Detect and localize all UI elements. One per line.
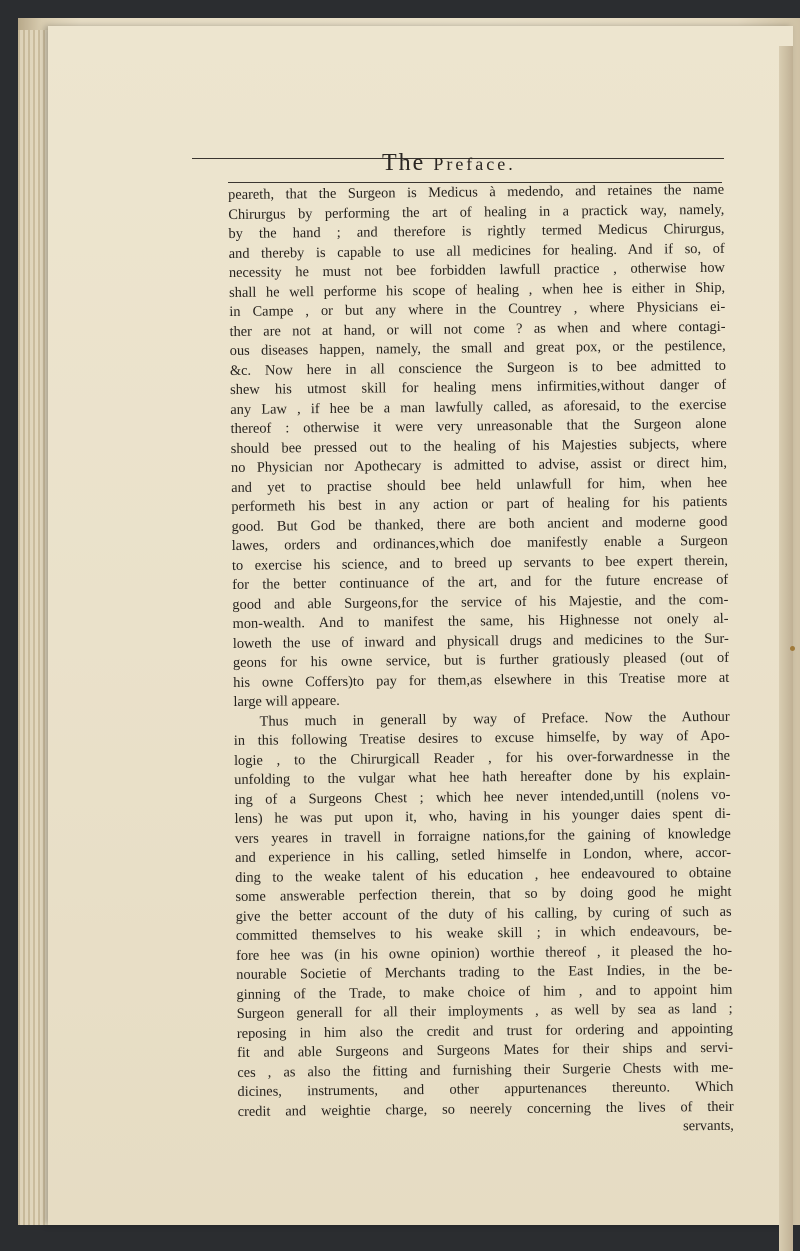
text-line: and experience in his calling, setled himselfe in London, where, accor-: [234, 844, 732, 866]
text-line: ginning of the Trade, to make choice of him , and to appoint him: [236, 981, 733, 1003]
text-line: logie , to the Chirurgicall Reader , for his over-forwardnesse in the: [233, 747, 731, 769]
text-line: fit and able Surgeons and Surgeons Mates for their ships and servi-: [236, 1039, 734, 1061]
text-line: ces , as also the fitting and furnishing their Surgerie Chests with me-: [237, 1059, 734, 1081]
text-line: any Law , if hee be a man lawfully called, as aforesaid, to the exercise: [230, 396, 727, 418]
margin-mark: [790, 646, 795, 651]
text-line: good. But God be thanked, there are both ancient and moderne good: [231, 513, 728, 535]
text-line: to exercise his science, and to breed up servants to bee expert therein,: [231, 552, 729, 574]
text-line: committed themselves to his weake skill ; in which endeavours, be-: [235, 922, 732, 944]
text-line: peareth, that the Surgeon is Medicus à medendo, and retaines the name: [228, 181, 725, 203]
text-line: &c. Now here in all conscience the Surgeon is to bee admitted to: [229, 357, 726, 379]
text-line: servants,: [683, 1117, 734, 1135]
text-line: nourable Societie of Merchants trading to the East Indies, in the be-: [236, 961, 733, 983]
running-head-first: The: [382, 150, 434, 176]
text-line: and thereby is capable to use all medicines for healing. And if so, of: [228, 240, 725, 262]
text-line: no Physician nor Apothecary is admitted to advise, assist or direct him,: [230, 454, 728, 476]
text-line: lawes, orders and ordinances,which doe manifestly enable a Surgeon: [231, 532, 728, 554]
text-line: reposing in him also the credit and trust for ordering and appointing: [236, 1020, 733, 1042]
text-line: Thus much in generall by way of Preface. Now the Authour: [259, 708, 730, 730]
text-line: shew his utmost skill for healing mens infirmities,without danger of: [230, 376, 727, 398]
text-line: loweth the use of inward and physicall drugs and medicines to the Sur-: [232, 630, 729, 652]
text-line: give the better account of the duty of his calling, by curing of such as: [235, 903, 732, 925]
text-line: some answerable perfection therein, that so by doing good he might: [235, 883, 732, 905]
text-line: geons for his owne service, but is further gratiously pleased (out of: [232, 649, 730, 671]
text-line: in Campe , or but any where in the Countrey , where Physicians ei-: [229, 298, 726, 320]
text-line: lens) he was put upon it, who, having in his younger daies spent di-: [234, 805, 731, 827]
text-line: his owne Coffers)to pay for them,as elsewhere in this Treatise more at: [233, 669, 730, 691]
text-line: shall he well performe his scope of healing , when hee is either in Ship,: [229, 279, 726, 301]
running-head: [382, 150, 682, 177]
text-line: large will appeare.: [233, 692, 340, 710]
text-line: good and able Surgeons,for the service of his Majestie, and the com-: [232, 591, 729, 613]
text-line: Chirurgus by performing the art of healing in a practick way, namely,: [228, 201, 725, 223]
text-line: ing of a Surgeons Chest ; which hee never intended,untill (nolens vo-: [234, 786, 731, 808]
text-line: credit and weightie charge, so neerely concerning the lives of their: [237, 1098, 734, 1120]
text-line: Surgeon generall for all their imployments , as well by sea as land ;: [236, 1000, 733, 1022]
text-line: for the better continuance of the art, and for the future encrease of: [232, 571, 729, 593]
text-line: vers yeares in travell in forraigne nations,for the gaining of knowledge: [234, 825, 731, 847]
text-line: performeth his best in any action or part of healing for his patients: [231, 493, 728, 515]
text-line: fore hee was (in his owne opinion) worthie thereof , it pleased the ho-: [235, 942, 733, 964]
text-line: necessity he must not bee forbidden lawfull practice , otherwise how: [228, 259, 725, 281]
text-line: should bee pressed out to the healing of his Majesties subjects, where: [230, 435, 727, 457]
running-head-smallcaps: Preface.: [433, 154, 516, 174]
text-line: dicines, instruments, and other appurtenances thereunto. Which: [237, 1078, 734, 1100]
text-line: thereof : otherwise it were very unreasonable that the Surgeon alone: [230, 415, 727, 437]
text-line: unfolding to the vulgar what hee hath hereafter done by his explain-: [234, 766, 731, 788]
text-line: mon-wealth. And to manifest the same, his Highnesse not onely al-: [232, 610, 729, 632]
text-line: in this following Treatise desires to excuse himselfe, by way of Apo-: [233, 727, 730, 749]
page-edges: [18, 30, 48, 1225]
text-line: and yet to practise should bee held unlawfull for him, when hee: [231, 474, 728, 496]
body-text: [228, 181, 734, 1142]
text-line: ous diseases happen, namely, the small and great pox, or the pestilence,: [229, 337, 726, 359]
text-line: ther are not at hand, or will not come ? as when and where contagi-: [229, 318, 726, 340]
text-line: ding to the weake talent of his education , hee endeavoured to obtaine: [235, 864, 732, 886]
text-line: by the hand ; and therefore is rightly termed Medicus Chirurgus,: [228, 220, 725, 242]
